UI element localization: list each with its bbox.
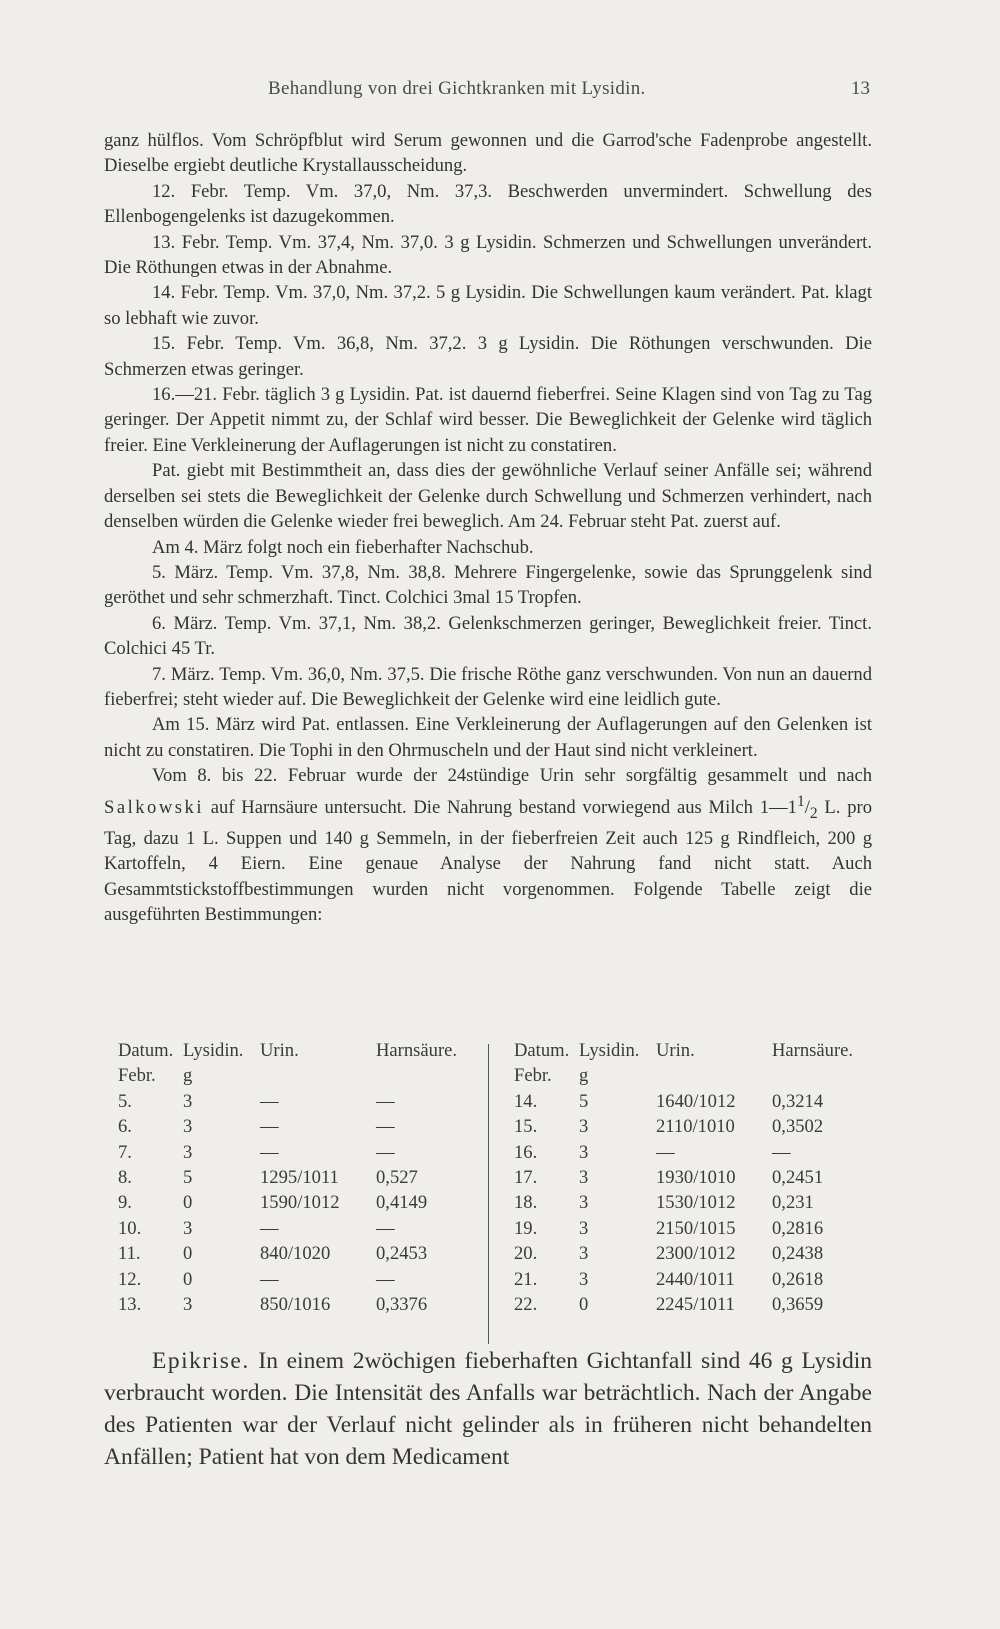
cell-date: 12. xyxy=(118,1268,142,1290)
urine-text-3: L. pro Tag, dazu 1 L. Suppen und 140 g Semmeln, in der fieberfreien Zeit auch 125 g Rindfleich, 200 g Kartoffeln, 4 Eiern. Eine genaue Analyse der Nahrung fand nicht statt. Auch Gesammtstickstoffbestimmungen wurden nicht vorgenommen. Folgende Tabelle zeigt die ausgeführten Bestimmungen: xyxy=(104,796,872,926)
table-row-right xyxy=(504,1269,876,1294)
cell-urine: — xyxy=(656,1141,675,1163)
unit-month: Febr. xyxy=(118,1065,156,1087)
table-right-half xyxy=(504,1040,876,1319)
col-header-harnsaeure: Harnsäure. xyxy=(376,1040,458,1061)
paragraph: Am 15. März wird Pat. entlassen. Eine Verkleinerung der Auflagerungen auf den Gelenken ist nicht zu constatiren. Die Tophi in den Ohrmuscheln und der Haut sind nicht verkleinert. xyxy=(104,714,872,761)
fraction-numerator: 1 xyxy=(796,792,805,810)
cell-uric-acid: 0,3376 xyxy=(376,1293,428,1315)
table-row-left xyxy=(108,1192,488,1217)
cell-urine: 2245/1011 xyxy=(656,1293,735,1315)
table-row-left xyxy=(108,1167,488,1192)
unit-month: Febr. xyxy=(514,1065,552,1087)
cell-lysidin: 5 xyxy=(579,1090,589,1112)
col-header-harnsaeure: Harnsäure. xyxy=(772,1040,854,1061)
cell-urine: 2300/1012 xyxy=(656,1243,736,1265)
cell-urine: 1640/1012 xyxy=(656,1090,736,1112)
cell-uric-acid: — xyxy=(376,1268,395,1290)
cell-urine: 840/1020 xyxy=(260,1243,331,1265)
cell-lysidin: 3 xyxy=(579,1192,589,1214)
cell-uric-acid: — xyxy=(772,1141,791,1163)
cell-date: 10. xyxy=(118,1217,142,1239)
cell-uric-acid: 0,4149 xyxy=(376,1192,428,1214)
cell-urine: 2110/1010 xyxy=(656,1116,735,1138)
cell-date: 7. xyxy=(118,1141,132,1163)
table-row-left xyxy=(108,1142,488,1167)
col-header-lysidin: Lysidin. xyxy=(183,1040,244,1061)
table-row-left xyxy=(108,1243,488,1268)
unit-gram: g xyxy=(183,1065,193,1087)
cell-urine: — xyxy=(260,1141,279,1163)
cell-lysidin: 3 xyxy=(579,1243,589,1265)
cell-urine: 2440/1011 xyxy=(656,1268,735,1290)
col-header-datum: Datum. xyxy=(514,1040,570,1061)
cell-lysidin: 3 xyxy=(579,1217,589,1239)
table-left-half xyxy=(108,1040,488,1319)
col-header-lysidin: Lysidin. xyxy=(579,1040,640,1061)
cell-uric-acid: 0,231 xyxy=(772,1192,814,1214)
table-row-left xyxy=(108,1294,488,1319)
author-name: Salkowski xyxy=(104,796,204,818)
running-header xyxy=(102,78,870,108)
paragraph: 12. Febr. Temp. Vm. 37,0, Nm. 37,3. Beschwerden unvermindert. Schwellung des Ellenbogengelenks ist dazugekommen. xyxy=(104,180,872,228)
table-row-left xyxy=(108,1218,488,1243)
paragraph: 16.—21. Febr. täglich 3 g Lysidin. Pat. ist dauernd fieberfrei. Seine Klagen sind von Tag zu Tag geringer. Der Appetit nimmt zu, der Schlaf wird besser. Die Beweglichkeit der Gelenke wird täglich freier. Eine Verkleinerung der Auflagerungen ist nicht zu constatiren. xyxy=(104,384,872,456)
paragraph: 5. März. Temp. Vm. 37,8, Nm. 38,8. Mehrere Fingergelenke, sowie das Sprunggelenk sind geröthet und sehr schmerzhaft. Tinct. Colchici 3mal 15 Tropfen. xyxy=(104,561,872,609)
table-row-left xyxy=(108,1091,488,1116)
paragraph: 14. Febr. Temp. Vm. 37,0, Nm. 37,2. 5 g Lysidin. Die Schwellungen kaum verändert. Pat. klagt so lebhaft wie zuvor. xyxy=(104,282,872,329)
cell-date: 13. xyxy=(118,1293,142,1315)
cell-date: 11. xyxy=(118,1243,141,1265)
cell-urine: 1590/1012 xyxy=(260,1192,340,1214)
col-header-urin: Urin. xyxy=(656,1040,695,1061)
table-row-right xyxy=(504,1218,876,1243)
table-row-right xyxy=(504,1294,876,1319)
cell-urine: — xyxy=(260,1268,279,1290)
cell-lysidin: 0 xyxy=(579,1293,589,1315)
cell-lysidin: 0 xyxy=(183,1243,193,1265)
table-row-right xyxy=(504,1091,876,1116)
cell-urine: 1295/1011 xyxy=(260,1166,339,1188)
epikrise-section xyxy=(104,1345,872,1473)
paragraph: 15. Febr. Temp. Vm. 36,8, Nm. 37,2. 3 g Lysidin. Die Röthungen verschwunden. Die Schmerzen etwas geringer. xyxy=(104,333,872,380)
page-number: 13 xyxy=(851,78,870,99)
table-row-right xyxy=(504,1192,876,1217)
cell-date: 5. xyxy=(118,1090,132,1112)
cell-lysidin: 3 xyxy=(579,1268,589,1290)
cell-uric-acid: — xyxy=(376,1141,395,1163)
cell-uric-acid: — xyxy=(376,1090,395,1112)
cell-uric-acid: 0,2816 xyxy=(772,1217,824,1239)
table-row-left xyxy=(108,1269,488,1294)
cell-lysidin: 3 xyxy=(579,1141,589,1163)
cell-lysidin: 3 xyxy=(183,1116,193,1138)
cell-urine: 1530/1012 xyxy=(656,1192,736,1214)
paragraph: Pat. giebt mit Bestimmtheit an, dass dies der gewöhnliche Verlauf seiner Anfälle sei; während derselben sei stets die Beweglichkeit der Gelenke durch Schwellung und Schmerzen verhindert, nach denselben würden die Gelenke wieder frei beweglich. Am 24. Februar steht Pat. zuerst auf. xyxy=(104,460,872,533)
cell-lysidin: 3 xyxy=(183,1217,193,1239)
table-subheader-row xyxy=(504,1065,876,1090)
cell-urine: — xyxy=(260,1116,279,1138)
table-header-row xyxy=(504,1040,876,1065)
cell-lysidin: 3 xyxy=(183,1293,193,1315)
cell-date: 8. xyxy=(118,1166,132,1188)
table-row-right xyxy=(504,1142,876,1167)
body-text xyxy=(104,128,872,928)
cell-uric-acid: 0,3502 xyxy=(772,1116,824,1138)
fraction-denominator: 2 xyxy=(809,804,818,822)
table-row-right xyxy=(504,1243,876,1268)
paragraph: ganz hülflos. Vom Schröpfblut wird Serum gewonnen und die Garrod'sche Fadenprobe angestellt. Dieselbe ergiebt deutliche Krystallausscheidung. xyxy=(104,130,872,177)
table-row-left xyxy=(108,1116,488,1141)
cell-lysidin: 3 xyxy=(579,1116,589,1138)
urine-text-1: Vom 8. bis 22. Februar wurde der 24stündige Urin sehr sorgfältig gesammelt und nach xyxy=(152,765,872,787)
col-header-urin: Urin. xyxy=(260,1040,299,1061)
cell-date: 22. xyxy=(514,1293,538,1315)
cell-uric-acid: 0,3659 xyxy=(772,1293,824,1315)
cell-date: 19. xyxy=(514,1217,538,1239)
cell-uric-acid: 0,527 xyxy=(376,1166,418,1188)
cell-urine: 850/1016 xyxy=(260,1293,331,1315)
cell-date: 20. xyxy=(514,1243,538,1265)
cell-date: 9. xyxy=(118,1192,132,1214)
cell-date: 15. xyxy=(514,1116,538,1138)
cell-urine: 2150/1015 xyxy=(656,1217,736,1239)
cell-lysidin: 3 xyxy=(183,1090,193,1112)
table-subheader-row xyxy=(108,1065,488,1090)
cell-uric-acid: 0,2438 xyxy=(772,1243,824,1265)
cell-lysidin: 0 xyxy=(183,1192,193,1214)
cell-date: 18. xyxy=(514,1192,538,1214)
cell-date: 16. xyxy=(514,1141,538,1163)
cell-lysidin: 0 xyxy=(183,1268,193,1290)
cell-date: 6. xyxy=(118,1116,132,1138)
epikrise-paragraph xyxy=(104,1345,872,1473)
cell-lysidin: 3 xyxy=(579,1166,589,1188)
cell-lysidin: 3 xyxy=(183,1141,193,1163)
table-divider xyxy=(488,1044,489,1344)
cell-uric-acid: — xyxy=(376,1116,395,1138)
cell-date: 14. xyxy=(514,1090,538,1112)
cell-urine: 1930/1010 xyxy=(656,1166,736,1188)
urine-text-2: auf Harnsäure untersucht. Die Nahrung bestand vorwiegend aus Milch 1—1 xyxy=(210,796,797,818)
cell-uric-acid: — xyxy=(376,1217,395,1239)
paragraph: Am 4. März folgt noch ein fieberhafter Nachschub. xyxy=(152,536,534,558)
cell-date: 17. xyxy=(514,1166,538,1188)
cell-lysidin: 5 xyxy=(183,1166,193,1188)
cell-uric-acid: 0,2453 xyxy=(376,1243,428,1265)
epikrise-text: In einem 2wöchigen fieberhaften Gichtanfall sind 46 g Lysidin verbraucht worden. Die Intensität des Anfalls war beträchtlich. Nach der Angabe des Patienten war der Verlauf nicht gelinder als in früheren nicht behandelten Anfällen; Patient hat von dem Medicament xyxy=(104,1348,872,1470)
table-row-right xyxy=(504,1167,876,1192)
table-header-row xyxy=(108,1040,488,1065)
epikrise-label: Epikrise. xyxy=(152,1348,250,1374)
unit-gram: g xyxy=(579,1065,589,1087)
cell-uric-acid: 0,2451 xyxy=(772,1166,824,1188)
paragraph: 13. Febr. Temp. Vm. 37,4, Nm. 37,0. 3 g Lysidin. Schmerzen und Schwellungen unverändert. Die Röthungen etwas in der Abnahme. xyxy=(104,231,872,279)
paragraph: 7. März. Temp. Vm. 36,0, Nm. 37,5. Die frische Röthe ganz verschwunden. Von nun an dauernd fieberfrei; steht wieder auf. Die Beweglichkeit der Gelenke wird eine leidlich gute. xyxy=(104,663,872,710)
cell-date: 21. xyxy=(514,1268,538,1290)
paragraph: 6. März. Temp. Vm. 37,1, Nm. 38,2. Gelenkschmerzen geringer, Beweglichkeit freier. Tinct. Colchici 45 Tr. xyxy=(104,612,872,660)
urine-paragraph: Vom 8. bis 22. Februar wurde der 24stündige Urin sehr sorgfältig gesammelt und nach Salkowski auf Harnsäure untersucht. Die Nahrung bestand vorwiegend aus Milch $1—1^1/_2$ L. pro Tag, dazu 1 L. Suppen und 140 g Semmeln, in der fieberfreien Zeit auch 125 g Rindfleich, 200 g Kartoffeln, 4 Eiern. Eine genaue Analyse der Nahrung fand nicht statt. Auch Gesammtstickstoffbestimmungen wurden nicht vorgenommen. Folgende Tabelle zeigt die ausgeführten Bestimmungen: xyxy=(104,765,872,926)
cell-urine: — xyxy=(260,1217,279,1239)
cell-uric-acid: 0,2618 xyxy=(772,1268,824,1290)
cell-uric-acid: 0,3214 xyxy=(772,1090,824,1112)
col-header-datum: Datum. xyxy=(118,1040,174,1061)
cell-urine: — xyxy=(260,1090,279,1112)
table-row-right xyxy=(504,1116,876,1141)
running-title: Behandlung von drei Gichtkranken mit Lysidin. xyxy=(268,78,646,99)
